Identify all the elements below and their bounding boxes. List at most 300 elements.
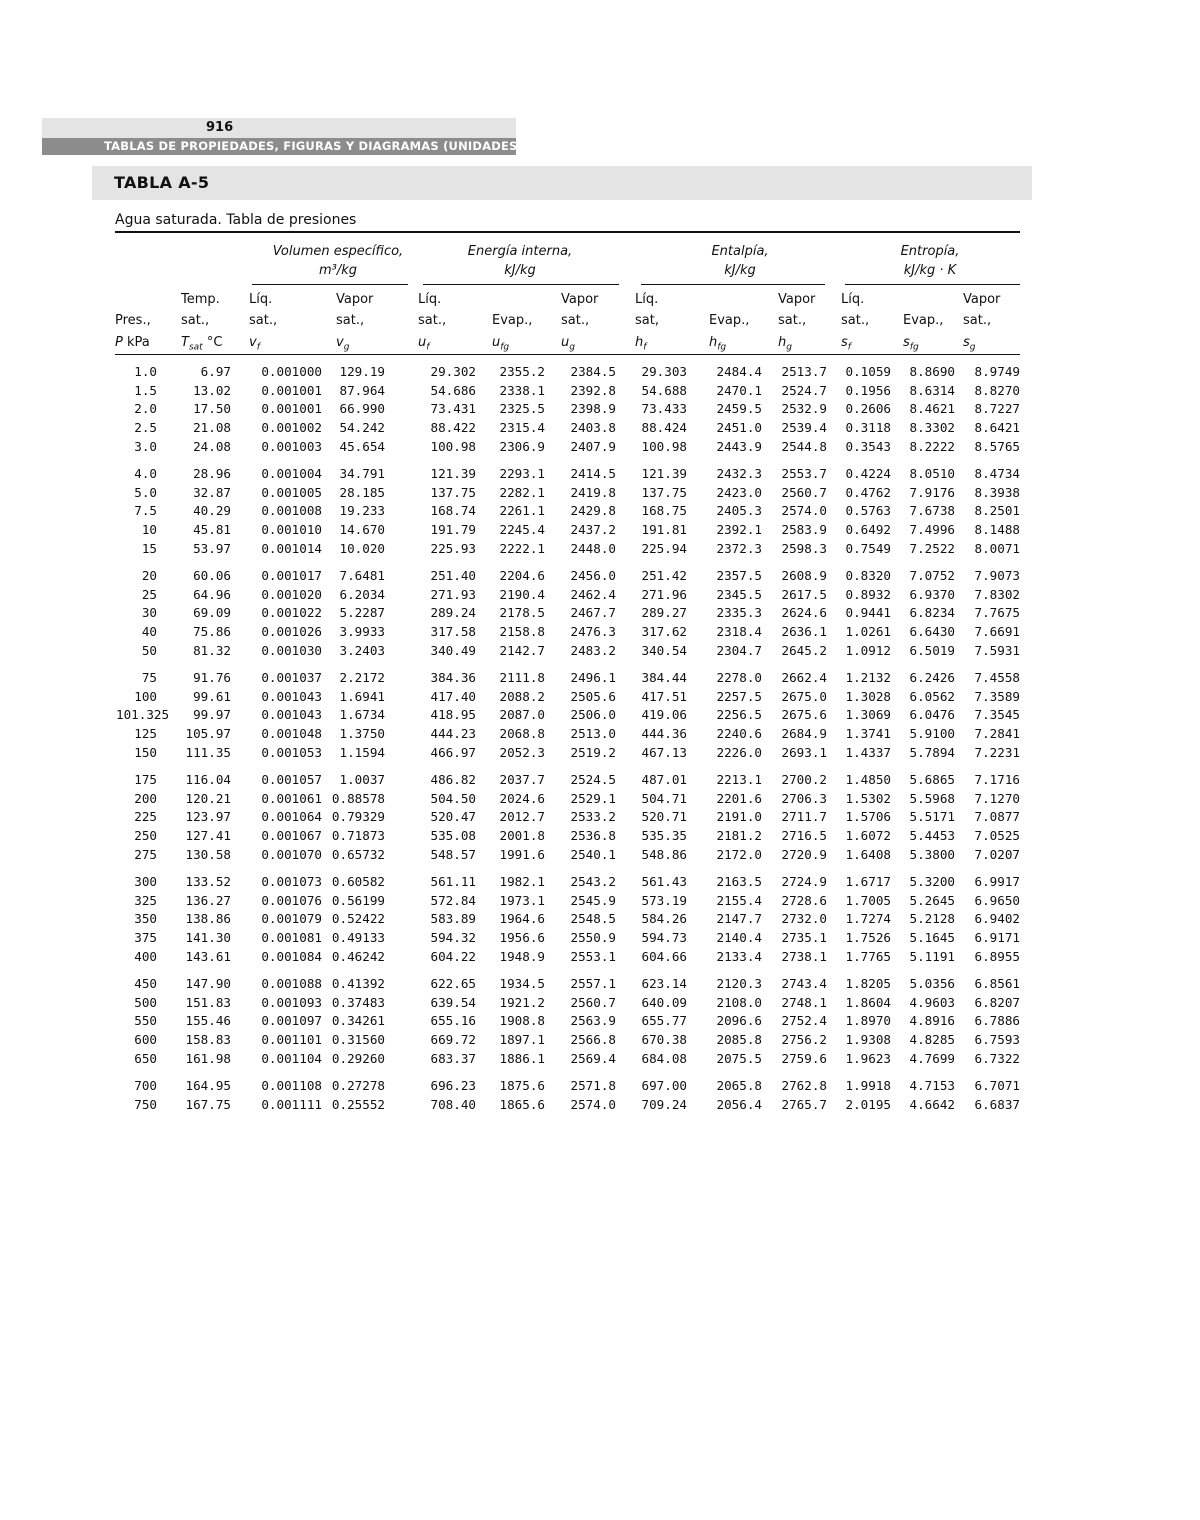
table-cell: 317.62 bbox=[641, 624, 687, 640]
table-cell: 251.42 bbox=[641, 568, 687, 583]
table-cell: 99.97 bbox=[193, 707, 231, 723]
table-cell: 2662.4 bbox=[781, 670, 827, 685]
table-cell: 75.86 bbox=[193, 624, 231, 640]
table-cell: 0.001004 bbox=[261, 466, 322, 481]
table-cell: 1.0261 bbox=[845, 624, 891, 640]
table-cell: 7.8302 bbox=[974, 586, 1020, 602]
table-title-band bbox=[92, 166, 1032, 200]
table-cell: 0.52422 bbox=[331, 911, 385, 927]
table-cell: 535.35 bbox=[641, 828, 687, 844]
table-cell: 0.001070 bbox=[261, 846, 322, 862]
table-cell: 2.2172 bbox=[339, 670, 385, 685]
table-cell: 0.37483 bbox=[331, 994, 385, 1010]
table-cell: 120.21 bbox=[185, 790, 231, 806]
table-cell: 54.686 bbox=[430, 382, 476, 398]
table-cell: 24.08 bbox=[193, 438, 231, 454]
column-header-line2: Pres., bbox=[115, 313, 151, 328]
table-cell: 66.990 bbox=[339, 401, 385, 417]
table-cell: 0.001048 bbox=[261, 726, 322, 742]
table-cell: 467.13 bbox=[641, 744, 687, 760]
table-cell: 0.3543 bbox=[845, 438, 891, 454]
symbol-subscript: g bbox=[569, 342, 575, 353]
table-cell: 3.2403 bbox=[339, 642, 385, 658]
symbol-subscript: fg bbox=[909, 342, 919, 353]
table-cell: 168.75 bbox=[641, 503, 687, 519]
table-cell: 650 bbox=[134, 1050, 157, 1066]
table-cell: 2278.0 bbox=[716, 670, 762, 685]
table-cell: 1.6408 bbox=[845, 846, 891, 862]
table-cell: 111.35 bbox=[185, 744, 231, 760]
symbol: u bbox=[561, 335, 570, 350]
table-cell: 2543.2 bbox=[570, 874, 616, 889]
symbol: P bbox=[115, 335, 123, 350]
table-cell: 151.83 bbox=[185, 994, 231, 1010]
table-cell: 8.2222 bbox=[909, 438, 955, 454]
table-cell: 2759.6 bbox=[781, 1050, 827, 1066]
table-cell: 2459.5 bbox=[716, 401, 762, 417]
table-cell: 7.0525 bbox=[974, 828, 1020, 844]
symbol: s bbox=[903, 335, 910, 350]
table-cell: 2142.7 bbox=[499, 642, 545, 658]
table-cell: 105.97 bbox=[185, 726, 231, 742]
table-cell: 4.7153 bbox=[909, 1078, 955, 1093]
table-cell: 0.79329 bbox=[331, 809, 385, 825]
table-cell: 2414.5 bbox=[570, 466, 616, 481]
table-cell: 466.97 bbox=[430, 744, 476, 760]
table-cell: 2407.9 bbox=[570, 438, 616, 454]
table-cell: 6.6837 bbox=[974, 1096, 1020, 1112]
table-cell: 2443.9 bbox=[716, 438, 762, 454]
table-cell: 1.6072 bbox=[845, 828, 891, 844]
table-cell: 2762.8 bbox=[781, 1078, 827, 1093]
table-cell: 0.001079 bbox=[261, 911, 322, 927]
table-cell: 29.302 bbox=[430, 364, 476, 379]
table-cell: 2213.1 bbox=[716, 772, 762, 787]
table-cell: 0.001008 bbox=[261, 503, 322, 519]
table-cell: 450 bbox=[134, 976, 157, 991]
table-cell: 2451.0 bbox=[716, 420, 762, 436]
table-cell: 1956.6 bbox=[499, 930, 545, 946]
table-cell: 1.1594 bbox=[339, 744, 385, 760]
table-cell: 6.9171 bbox=[974, 930, 1020, 946]
table-cell: 2.0 bbox=[134, 401, 157, 417]
table-cell: 25 bbox=[141, 586, 157, 602]
table-cell: 8.1488 bbox=[974, 522, 1020, 538]
table-cell: 583.89 bbox=[430, 911, 476, 927]
table-cell: 2392.8 bbox=[570, 382, 616, 398]
table-cell: 2012.7 bbox=[499, 809, 545, 825]
table-cell: 28.96 bbox=[193, 466, 231, 481]
table-cell: 7.3589 bbox=[974, 688, 1020, 704]
table-cell: 697.00 bbox=[641, 1078, 687, 1093]
table-cell: 136.27 bbox=[185, 892, 231, 908]
table-cell: 2720.9 bbox=[781, 846, 827, 862]
table-cell: 2024.6 bbox=[499, 790, 545, 806]
table-cell: 225.93 bbox=[430, 540, 476, 556]
table-cell: 6.9917 bbox=[974, 874, 1020, 889]
table-cell: 161.98 bbox=[185, 1050, 231, 1066]
table-cell: 6.8955 bbox=[974, 948, 1020, 964]
table-cell: 2560.7 bbox=[781, 484, 827, 500]
table-cell: 40.29 bbox=[193, 503, 231, 519]
column-header-line1: Vapor bbox=[336, 292, 374, 307]
table-cell: 1.0 bbox=[134, 364, 157, 379]
table-cell: 4.7699 bbox=[909, 1050, 955, 1066]
table-cell: 500 bbox=[134, 994, 157, 1010]
table-cell: 5.0356 bbox=[909, 976, 955, 991]
table-cell: 0.60582 bbox=[331, 874, 385, 889]
table-cell: 2675.6 bbox=[781, 707, 827, 723]
table-cell: 5.6865 bbox=[909, 772, 955, 787]
table-cell: 2056.4 bbox=[716, 1096, 762, 1112]
table-cell: 669.72 bbox=[430, 1032, 476, 1048]
table-cell: 2732.0 bbox=[781, 911, 827, 927]
table-cell: 30 bbox=[141, 605, 157, 621]
table-cell: 0.001057 bbox=[261, 772, 322, 787]
table-cell: 87.964 bbox=[339, 382, 385, 398]
table-cell: 20 bbox=[141, 568, 157, 583]
table-cell: 4.8916 bbox=[909, 1013, 955, 1029]
table-cell: 81.32 bbox=[193, 642, 231, 658]
table-cell: 5.2128 bbox=[909, 911, 955, 927]
table-cell: 2372.3 bbox=[716, 540, 762, 556]
table-cell: 250 bbox=[134, 828, 157, 844]
table-cell: 2155.4 bbox=[716, 892, 762, 908]
table-cell: 175 bbox=[134, 772, 157, 787]
table-cell: 417.40 bbox=[430, 688, 476, 704]
group-rule-internal-energy bbox=[423, 284, 619, 285]
table-cell: 100 bbox=[134, 688, 157, 704]
table-cell: 8.9749 bbox=[974, 364, 1020, 379]
table-cell: 2539.4 bbox=[781, 420, 827, 436]
table-cell: 137.75 bbox=[430, 484, 476, 500]
table-cell: 2096.6 bbox=[716, 1013, 762, 1029]
table-cell: 2423.0 bbox=[716, 484, 762, 500]
symbol-subscript: sat bbox=[188, 342, 203, 353]
header-rule bbox=[115, 354, 1020, 355]
table-cell: 5.5968 bbox=[909, 790, 955, 806]
table-cell: 550 bbox=[134, 1013, 157, 1029]
table-cell: 8.6421 bbox=[974, 420, 1020, 436]
table-cell: 21.08 bbox=[193, 420, 231, 436]
table-cell: 0.9441 bbox=[845, 605, 891, 621]
table-cell: 0.001020 bbox=[261, 586, 322, 602]
table-cell: 2524.7 bbox=[781, 382, 827, 398]
table-cell: 1.0037 bbox=[339, 772, 385, 787]
table-cell: 2293.1 bbox=[499, 466, 545, 481]
table-cell: 8.8690 bbox=[909, 364, 955, 379]
table-cell: 2419.8 bbox=[570, 484, 616, 500]
table-cell: 32.87 bbox=[193, 484, 231, 500]
symbol: v bbox=[249, 335, 257, 350]
table-cell: 101.325 bbox=[116, 707, 170, 723]
table-cell: 750 bbox=[134, 1096, 157, 1112]
table-cell: 5.3800 bbox=[909, 846, 955, 862]
table-cell: 0.8932 bbox=[845, 586, 891, 602]
table-cell: 548.57 bbox=[430, 846, 476, 862]
table-cell: 0.46242 bbox=[331, 948, 385, 964]
table-cell: 1.5302 bbox=[845, 790, 891, 806]
table-cell: 125 bbox=[134, 726, 157, 742]
table-cell: 6.2426 bbox=[909, 670, 955, 685]
table-cell: 2318.4 bbox=[716, 624, 762, 640]
table-cell: 2496.1 bbox=[570, 670, 616, 685]
table-cell: 300 bbox=[134, 874, 157, 889]
group-rule-volume bbox=[252, 284, 408, 285]
table-cell: 2147.7 bbox=[716, 911, 762, 927]
table-cell: 8.0510 bbox=[909, 466, 955, 481]
group-label: Entropía, bbox=[900, 244, 960, 259]
table-cell: 7.2841 bbox=[974, 726, 1020, 742]
table-cell: 143.61 bbox=[185, 948, 231, 964]
table-cell: 604.22 bbox=[430, 948, 476, 964]
table-cell: 0.001111 bbox=[261, 1096, 322, 1112]
table-cell: 2716.5 bbox=[781, 828, 827, 844]
table-cell: 271.96 bbox=[641, 586, 687, 602]
table-cell: 2052.3 bbox=[499, 744, 545, 760]
table-cell: 2524.5 bbox=[570, 772, 616, 787]
table-cell: 2190.4 bbox=[499, 586, 545, 602]
table-cell: 6.6430 bbox=[909, 624, 955, 640]
column-header-line2: sat., bbox=[778, 313, 807, 328]
table-cell: 1921.2 bbox=[499, 994, 545, 1010]
table-cell: 7.6691 bbox=[974, 624, 1020, 640]
table-cell: 0.4762 bbox=[845, 484, 891, 500]
table-cell: 0.34261 bbox=[331, 1013, 385, 1029]
table-cell: 7.0207 bbox=[974, 846, 1020, 862]
symbol: h bbox=[635, 335, 644, 350]
table-cell: 325 bbox=[134, 892, 157, 908]
table-cell: 444.23 bbox=[430, 726, 476, 742]
table-cell: 2357.5 bbox=[716, 568, 762, 583]
column-header-line2: sat., bbox=[418, 313, 447, 328]
table-cell: 2181.2 bbox=[716, 828, 762, 844]
table-cell: 45.81 bbox=[193, 522, 231, 538]
table-cell: 6.7886 bbox=[974, 1013, 1020, 1029]
table-cell: 4.8285 bbox=[909, 1032, 955, 1048]
table-cell: 2752.4 bbox=[781, 1013, 827, 1029]
table-cell: 1964.6 bbox=[499, 911, 545, 927]
table-cell: 419.06 bbox=[641, 707, 687, 723]
table-cell: 4.9603 bbox=[909, 994, 955, 1010]
table-cell: 2108.0 bbox=[716, 994, 762, 1010]
table-cell: 6.7071 bbox=[974, 1078, 1020, 1093]
table-title: TABLA A-5 bbox=[114, 173, 210, 192]
table-cell: 1.7526 bbox=[845, 930, 891, 946]
table-cell: 127.41 bbox=[185, 828, 231, 844]
table-cell: 0.001043 bbox=[261, 707, 322, 723]
table-cell: 5.2287 bbox=[339, 605, 385, 621]
table-cell: 0.001037 bbox=[261, 670, 322, 685]
table-cell: 147.90 bbox=[185, 976, 231, 991]
table-cell: 2571.8 bbox=[570, 1078, 616, 1093]
table-cell: 0.27278 bbox=[331, 1078, 385, 1093]
table-cell: 535.08 bbox=[430, 828, 476, 844]
table-cell: 6.97 bbox=[200, 364, 231, 379]
table-cell: 1.0912 bbox=[845, 642, 891, 658]
table-cell: 2068.8 bbox=[499, 726, 545, 742]
table-cell: 2178.5 bbox=[499, 605, 545, 621]
table-cell: 604.66 bbox=[641, 948, 687, 964]
table-cell: 1.7005 bbox=[845, 892, 891, 908]
table-cell: 10.020 bbox=[339, 540, 385, 556]
table-cell: 622.65 bbox=[430, 976, 476, 991]
column-header-line1: Vapor bbox=[963, 292, 1001, 307]
table-cell: 2706.3 bbox=[781, 790, 827, 806]
group-label: Energía interna, bbox=[467, 244, 573, 259]
table-cell: 0.001000 bbox=[261, 364, 322, 379]
column-header-line1: Líq. bbox=[249, 292, 273, 307]
table-cell: 7.0752 bbox=[909, 568, 955, 583]
table-cell: 561.43 bbox=[641, 874, 687, 889]
table-cell: 167.75 bbox=[185, 1096, 231, 1112]
table-cell: 2398.9 bbox=[570, 401, 616, 417]
table-cell: 2711.7 bbox=[781, 809, 827, 825]
table-cell: 64.96 bbox=[193, 586, 231, 602]
column-header-line1: Vapor bbox=[561, 292, 599, 307]
table-cell: 7.1716 bbox=[974, 772, 1020, 787]
table-cell: 8.0071 bbox=[974, 540, 1020, 556]
table-cell: 271.93 bbox=[430, 586, 476, 602]
table-cell: 3.9933 bbox=[339, 624, 385, 640]
table-cell: 1.3741 bbox=[845, 726, 891, 742]
table-cell: 2748.1 bbox=[781, 994, 827, 1010]
table-cell: 572.84 bbox=[430, 892, 476, 908]
table-cell: 7.4996 bbox=[909, 522, 955, 538]
table-cell: 1.3028 bbox=[845, 688, 891, 704]
table-cell: 2545.9 bbox=[570, 892, 616, 908]
table-cell: 2133.4 bbox=[716, 948, 762, 964]
table-cell: 2684.9 bbox=[781, 726, 827, 742]
table-cell: 5.5171 bbox=[909, 809, 955, 825]
table-cell: 2743.4 bbox=[781, 976, 827, 991]
table-cell: 0.001026 bbox=[261, 624, 322, 640]
table-cell: 0.001076 bbox=[261, 892, 322, 908]
table-cell: 75 bbox=[141, 670, 157, 685]
table-cell: 548.86 bbox=[641, 846, 687, 862]
table-cell: 6.9370 bbox=[909, 586, 955, 602]
table-cell: 2645.2 bbox=[781, 642, 827, 658]
table-cell: 8.7227 bbox=[974, 401, 1020, 417]
column-header-line2: Evap., bbox=[903, 313, 944, 328]
table-cell: 2467.7 bbox=[570, 605, 616, 621]
table-cell: 584.26 bbox=[641, 911, 687, 927]
table-cell: 7.6738 bbox=[909, 503, 955, 519]
table-cell: 1948.9 bbox=[499, 948, 545, 964]
table-cell: 0.2606 bbox=[845, 401, 891, 417]
table-cell: 561.11 bbox=[430, 874, 476, 889]
table-cell: 0.001108 bbox=[261, 1078, 322, 1093]
table-cell: 2560.7 bbox=[570, 994, 616, 1010]
symbol: v bbox=[336, 335, 344, 350]
table-cell: 2403.8 bbox=[570, 420, 616, 436]
table-cell: 73.431 bbox=[430, 401, 476, 417]
table-cell: 2172.0 bbox=[716, 846, 762, 862]
table-cell: 7.4558 bbox=[974, 670, 1020, 685]
table-cell: 2345.5 bbox=[716, 586, 762, 602]
table-cell: 45.654 bbox=[339, 438, 385, 454]
symbol: u bbox=[418, 335, 427, 350]
table-cell: 275 bbox=[134, 846, 157, 862]
table-cell: 2158.8 bbox=[499, 624, 545, 640]
table-cell: 1.8970 bbox=[845, 1013, 891, 1029]
symbol: u bbox=[492, 335, 501, 350]
table-cell: 2484.4 bbox=[716, 364, 762, 379]
table-cell: 2569.4 bbox=[570, 1050, 616, 1066]
table-cell: 0.001030 bbox=[261, 642, 322, 658]
table-cell: 1.8205 bbox=[845, 976, 891, 991]
table-cell: 2256.5 bbox=[716, 707, 762, 723]
column-header-line1: Líq. bbox=[635, 292, 659, 307]
table-cell: 2456.0 bbox=[570, 568, 616, 583]
table-cell: 487.01 bbox=[641, 772, 687, 787]
table-cell: 2001.8 bbox=[499, 828, 545, 844]
table-cell: 0.56199 bbox=[331, 892, 385, 908]
table-cell: 639.54 bbox=[430, 994, 476, 1010]
table-cell: 594.32 bbox=[430, 930, 476, 946]
table-cell: 655.77 bbox=[641, 1013, 687, 1029]
table-cell: 2608.9 bbox=[781, 568, 827, 583]
table-cell: 2392.1 bbox=[716, 522, 762, 538]
table-cell: 1886.1 bbox=[499, 1050, 545, 1066]
table-cell: 2506.0 bbox=[570, 707, 616, 723]
table-cell: 2540.1 bbox=[570, 846, 616, 862]
table-cell: 2735.1 bbox=[781, 930, 827, 946]
table-cell: 0.001014 bbox=[261, 540, 322, 556]
table-cell: 0.001084 bbox=[261, 948, 322, 964]
table-cell: 2075.5 bbox=[716, 1050, 762, 1066]
table-cell: 0.31560 bbox=[331, 1032, 385, 1048]
group-label: Entalpía, bbox=[711, 244, 769, 259]
table-cell: 0.7549 bbox=[845, 540, 891, 556]
table-cell: 225 bbox=[134, 809, 157, 825]
table-cell: 54.242 bbox=[339, 420, 385, 436]
table-cell: 0.001022 bbox=[261, 605, 322, 621]
table-cell: 2548.5 bbox=[570, 911, 616, 927]
table-cell: 573.19 bbox=[641, 892, 687, 908]
table-subtitle: Agua saturada. Tabla de presiones bbox=[115, 212, 357, 228]
table-cell: 168.74 bbox=[430, 503, 476, 519]
table-cell: 2574.0 bbox=[781, 503, 827, 519]
table-cell: 504.71 bbox=[641, 790, 687, 806]
table-cell: 0.001005 bbox=[261, 484, 322, 500]
table-cell: 8.4734 bbox=[974, 466, 1020, 481]
table-cell: 6.7322 bbox=[974, 1050, 1020, 1066]
table-cell: 2519.2 bbox=[570, 744, 616, 760]
table-cell: 2756.2 bbox=[781, 1032, 827, 1048]
table-cell: 0.88578 bbox=[331, 790, 385, 806]
table-cell: 2483.2 bbox=[570, 642, 616, 658]
table-cell: 2462.4 bbox=[570, 586, 616, 602]
table-cell: 2505.6 bbox=[570, 688, 616, 704]
table-cell: 2636.1 bbox=[781, 624, 827, 640]
symbol: T bbox=[181, 335, 189, 350]
table-cell: 1.6717 bbox=[845, 874, 891, 889]
table-cell: 384.36 bbox=[430, 670, 476, 685]
symbol: s bbox=[963, 335, 970, 350]
table-cell: 2282.1 bbox=[499, 484, 545, 500]
table-cell: 1.2132 bbox=[845, 670, 891, 685]
table-cell: 2700.2 bbox=[781, 772, 827, 787]
table-cell: 2240.6 bbox=[716, 726, 762, 742]
table-cell: 0.001104 bbox=[261, 1050, 322, 1066]
table-cell: 13.02 bbox=[193, 382, 231, 398]
table-cell: 88.422 bbox=[430, 420, 476, 436]
table-cell: 6.0562 bbox=[909, 688, 955, 704]
table-cell: 0.001053 bbox=[261, 744, 322, 760]
table-cell: 2191.0 bbox=[716, 809, 762, 825]
table-cell: 7.2231 bbox=[974, 744, 1020, 760]
